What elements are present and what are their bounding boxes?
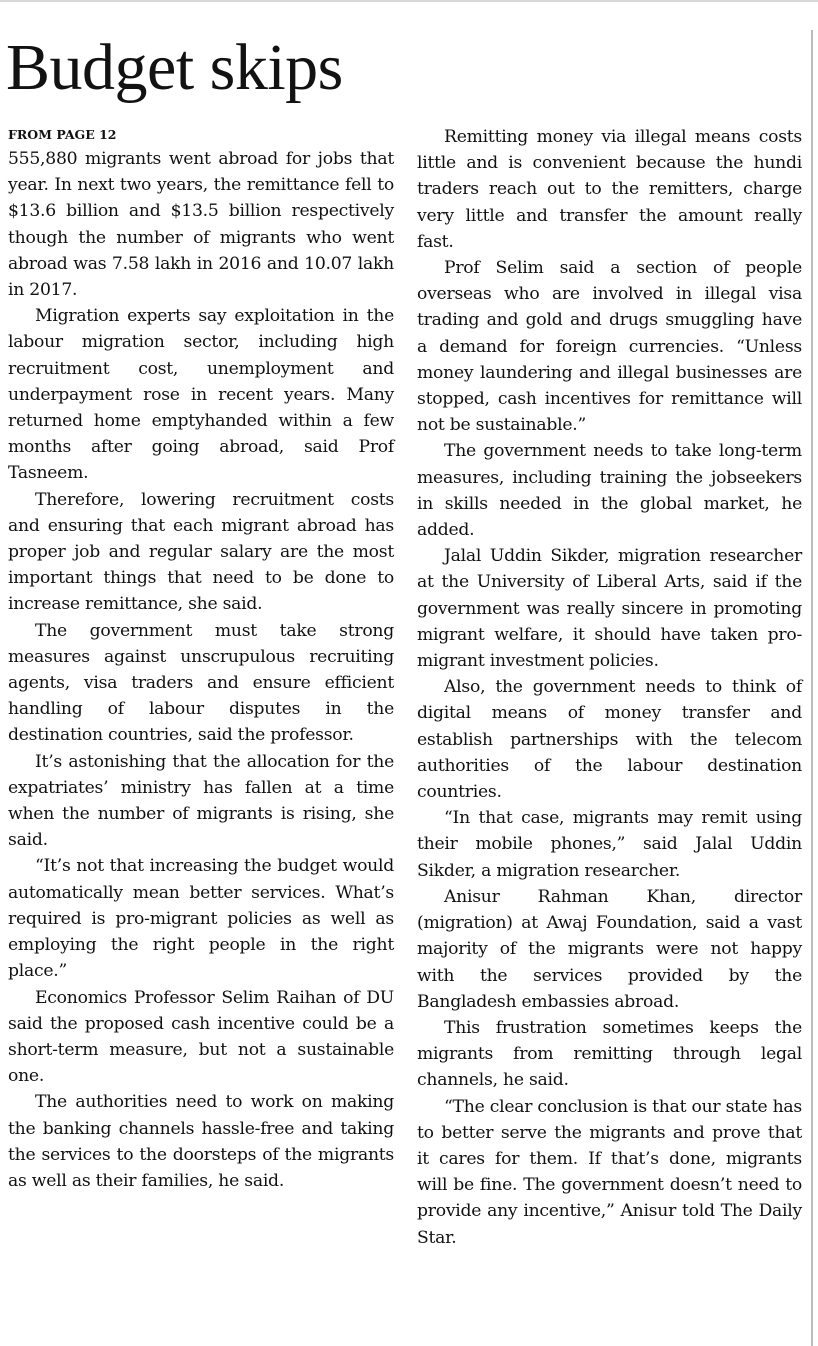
paragraph: Economics Professor Selim Raihan of DU said the proposed cash incentive could be a short-term measure, but not a sustainable one. (8, 987, 394, 1087)
headline: Budget skips (6, 31, 343, 104)
paragraph: Prof Selim said a section of people overseas who are involved in illegal visa trading and gold and drugs smuggling have a demand for foreign currencies. “Unless money laundering and illegal businesses are stopped, cash incentives for remittance will not be sustainable.” (417, 258, 802, 436)
article-column-left (8, 124, 394, 1194)
paragraph: The authorities need to work on making the banking channels hassle-free and taking the services to the doorsteps of the migrants as well as their families, he said. (8, 1092, 394, 1191)
quote-paragraph: “In that case, migrants may remit using their mobile phones,” said Jalal Uddin Sikder, a migration researcher. (417, 808, 802, 881)
quote-paragraph: “It’s not that increasing the budget would automatically mean better services. What’s required is pro-migrant policies as well as employing the right people in the right place.” (8, 856, 394, 982)
paragraph: Jalal Uddin Sikder, migration researcher at the University of Liberal Arts, said if the government was really sincere in promoting migrant welfare, it should have taken pro-migrant investment policies. (417, 546, 802, 672)
paragraph: Anisur Rahman Khan, director (migration) at Awaj Foundation, said a vast majority of the migrants were not happy with the services provided by the Bangladesh embassies abroad. (417, 886, 802, 1012)
paragraph: It’s astonishing that the allocation for the expatriates’ ministry has fallen at a time when the number of migrants is rising, she said. (8, 751, 394, 851)
paragraph: Migration experts say exploitation in the labour migration sector, including high recruitment cost, unemployment and underpayment rose in recent years. Many returned home emptyhanded within a few months after going abroad, said Prof Tasneem. (8, 306, 394, 484)
paragraph: This frustration sometimes keeps the migrants from remitting through legal channels, he said. (417, 1017, 802, 1091)
paragraph: The government must take strong measures against unscrupulous recruiting agents, visa traders and ensure efficient handling of labour disputes in the destination countries, said the professor. (8, 620, 394, 746)
top-border-rule (0, 0, 818, 2)
column-edge-rule (811, 30, 813, 1346)
paragraph: The government needs to take long-term measures, including training the jobseekers in skills needed in the global market, he added. (417, 441, 802, 541)
continuation-kicker: FROM PAGE 12 (8, 127, 117, 142)
quote-paragraph: “The clear conclusion is that our state has to better serve the migrants and prove that it cares for them. If that’s done, migrants will be fine. The government doesn’t need to provide any incentive,” Anisur told The Daily Star. (417, 1096, 802, 1248)
paragraph: 555,880 migrants went abroad for jobs that year. In next two years, the remittance fell to $13.6 billion and $13.5 billion respectively though the number of migrants who went abroad was 7.58 lakh in 2016 and 10.07 lakh in 2017. (8, 149, 394, 301)
paragraph: Remitting money via illegal means costs little and is convenient because the hundi traders reach out to the remitters, charge very little and transfer the amount really fast. (417, 127, 802, 252)
article-column-right (417, 124, 802, 1251)
paragraph: Also, the government needs to think of digital means of money transfer and establish partnerships with the telecom authorities of the labour destination countries. (417, 677, 802, 803)
paragraph: Therefore, lowering recruitment costs and ensuring that each migrant abroad has proper job and regular salary are the most important things that need to be done to increase remittance, she said. (8, 489, 394, 615)
